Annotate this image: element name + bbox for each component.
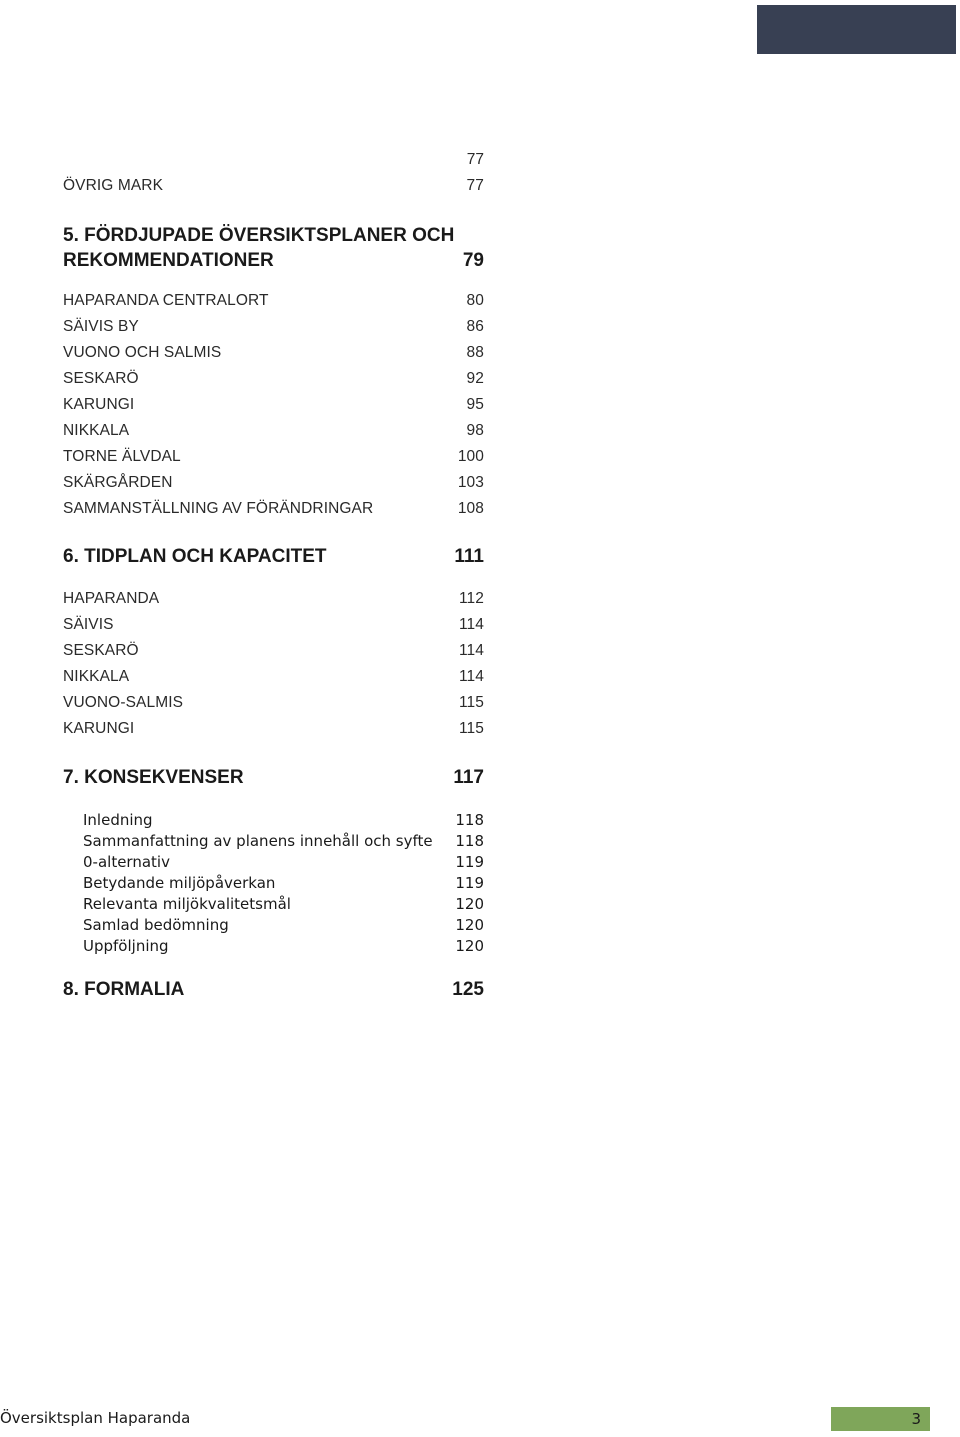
toc-entry-page: 103: [457, 474, 484, 491]
toc-entry[interactable]: [63, 344, 484, 362]
toc-entry-page: 98: [466, 422, 484, 439]
toc-stray-page-number: 77: [466, 151, 484, 168]
toc-entry-label: Relevanta miljökvalitetsmål: [83, 895, 291, 913]
toc-entry[interactable]: [63, 720, 484, 738]
toc-entry[interactable]: [63, 642, 484, 660]
toc-entry-label: SAMMANSTÄLLNING AV FÖRÄNDRINGAR: [63, 500, 374, 517]
toc-heading-title: 8. FORMALIA: [63, 979, 185, 1000]
toc-entry-label: SKÄRGÅRDEN: [63, 474, 173, 491]
toc-entry-label: NIKKALA: [63, 422, 130, 439]
toc-entry[interactable]: [83, 916, 484, 934]
toc-heading-title-line1: 5. FÖRDJUPADE ÖVERSIKTSPLANER OCH: [63, 225, 455, 246]
toc-entry-label: ÖVRIG MARK: [63, 177, 164, 194]
toc-heading-section-5[interactable]: [63, 223, 484, 273]
toc-entry-page: 118: [455, 811, 484, 829]
toc-entry-label: Betydande miljöpåverkan: [83, 874, 276, 892]
toc-entry[interactable]: [83, 937, 484, 955]
toc-entry[interactable]: [83, 811, 484, 829]
toc-entry-page: 92: [466, 370, 484, 387]
toc-entry-page: 114: [458, 668, 484, 685]
footer-page-number-box: [831, 1407, 930, 1431]
footer-document-title: Översiktsplan Haparanda: [0, 1409, 191, 1427]
toc-heading-section-8[interactable]: [63, 979, 484, 1001]
toc-entry[interactable]: [63, 616, 484, 634]
toc-entry-page: 100: [457, 448, 484, 465]
toc-entry-label: KARUNGI: [63, 720, 135, 737]
toc-entry[interactable]: [63, 396, 484, 414]
toc-entry[interactable]: [63, 474, 484, 492]
toc-entry-label: SÄIVIS BY: [63, 318, 139, 335]
header-accent-block: [757, 5, 956, 54]
toc-heading-page: 117: [453, 767, 484, 788]
toc-entry-page: 119: [455, 853, 484, 871]
toc-entry-page: 80: [466, 292, 484, 309]
toc-entry-label: NIKKALA: [63, 668, 130, 685]
toc-entry[interactable]: [63, 668, 484, 686]
toc-entry-page: 114: [458, 642, 484, 659]
toc-entry[interactable]: [63, 448, 484, 466]
toc-entry-label: Uppföljning: [83, 937, 169, 955]
toc-entry[interactable]: [63, 422, 484, 440]
toc-entry-page: 86: [466, 318, 484, 335]
toc-entry[interactable]: [83, 874, 484, 892]
toc-entry[interactable]: [63, 292, 484, 310]
toc-entry-label: Samlad bedömning: [83, 916, 229, 934]
toc-heading-title: 6. TIDPLAN OCH KAPACITET: [63, 546, 327, 567]
toc-entry-page: 115: [458, 694, 484, 711]
toc-entry-label: SESKARÖ: [63, 642, 139, 659]
toc-entry-label: VUONO-SALMIS: [63, 694, 184, 711]
toc-entry-label: Inledning: [83, 811, 153, 829]
toc-entry-page: 120: [455, 937, 484, 955]
toc-entry[interactable]: [63, 500, 484, 518]
toc-entry-page: 77: [466, 177, 484, 194]
toc-entry[interactable]: [83, 895, 484, 913]
toc-entry-label: 0-alternativ: [83, 853, 170, 871]
toc-heading-section-7[interactable]: [63, 767, 484, 789]
toc-entry-page: 119: [455, 874, 484, 892]
toc-entry[interactable]: [63, 370, 484, 388]
toc-entry-page: 115: [458, 720, 484, 737]
toc-entry-page: 120: [455, 895, 484, 913]
toc-entry-ovrig-mark[interactable]: [63, 177, 484, 195]
toc-entry-page: 95: [466, 396, 484, 413]
toc-entry-page: 120: [455, 916, 484, 934]
toc-entry-page: 112: [458, 590, 484, 607]
toc-entry[interactable]: [83, 853, 484, 871]
toc-entry-page: 88: [466, 344, 484, 361]
toc-entry-label: SESKARÖ: [63, 370, 139, 387]
toc-entry[interactable]: [63, 318, 484, 336]
toc-entry-page: 108: [457, 500, 484, 517]
toc-entry[interactable]: [63, 694, 484, 712]
toc-entry-page: 118: [455, 832, 484, 850]
footer-page-number: 3: [911, 1410, 921, 1428]
toc-entry-label: KARUNGI: [63, 396, 135, 413]
toc-heading-page: 125: [452, 979, 484, 1000]
toc-heading-section-6[interactable]: [63, 546, 484, 568]
toc-entry-label: TORNE ÄLVDAL: [63, 448, 181, 465]
toc-entry-label: HAPARANDA CENTRALORT: [63, 292, 269, 309]
toc-heading-title-line2: REKOMMENDATIONER: [63, 250, 274, 271]
toc-entry-label: VUONO OCH SALMIS: [63, 344, 222, 361]
toc-heading-page: 79: [462, 250, 484, 271]
toc-entry-label: Sammanfattning av planens innehåll och syfte: [83, 832, 433, 850]
toc-entry-label: SÄIVIS: [63, 616, 114, 633]
toc-entry-page: 114: [458, 616, 484, 633]
toc-entry[interactable]: [83, 832, 484, 850]
toc-entry[interactable]: [63, 590, 484, 608]
toc-entry-label: HAPARANDA: [63, 590, 160, 607]
toc-heading-page: 111: [454, 546, 484, 567]
toc-heading-title: 7. KONSEKVENSER: [63, 767, 244, 788]
